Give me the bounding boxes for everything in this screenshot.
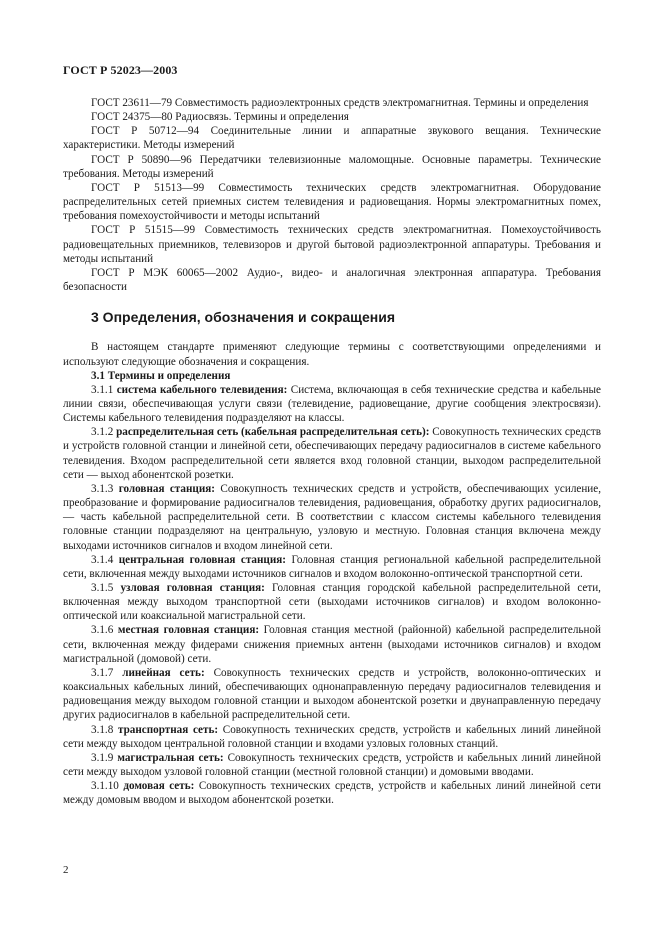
definition-term: местная головная станция: (117, 624, 260, 637)
definition-term: магистральная сеть: (117, 751, 224, 764)
reference-item: ГОСТ Р 51513—99 Совместимость технических средств электромагнитная. Оборудование распределительных сетей приемных систем телевидения и радиовещания. Нормы электромагнитных помех, требования помехоустойчивости и методы испытаний (63, 181, 601, 223)
definition-term: головная станция: (118, 482, 215, 495)
definition-term: узловая головная станция: (120, 582, 265, 594)
reference-item: ГОСТ Р 51515—99 Совместимость технических средств электромагнитная. Помехоустойчивость радиовещательных приемников, телевизоров и другой бытовой радиоэлектронной аппаратуры. Требования и методы испытаний (63, 224, 601, 265)
definition-number: 3.1.8 (91, 723, 114, 736)
definition-item (63, 553, 601, 581)
definition-text: Совокупность технических средств и устройств, волоконно-оптических и коаксиальных кабельных линий, обеспечивающих однонаправленную передачу радиосигналов телевидения и радиовещания между выходом головной станции и выходом абонентской розетки и двунаправленную передачу других радиосигналов в кабельной распределительной сети. (63, 666, 601, 722)
definition-number: 3.1.3 (91, 482, 114, 495)
definition-number: 3.1.2 (91, 426, 114, 439)
definition-item (63, 779, 601, 807)
definition-number: 3.1.1 (91, 383, 114, 396)
definition-term: система кабельного телевидения: (116, 383, 288, 396)
definition-term: распределительная сеть (кабельная распределительная сеть): (116, 426, 430, 439)
reference-item: ГОСТ Р 50712—94 Соединительные линии и аппаратные звукового вещания. Технические характеристики. Методы измерений (63, 125, 601, 152)
definitions-list (63, 383, 601, 808)
definition-item (63, 723, 601, 751)
definition-item (63, 581, 601, 623)
definition-text: Система, включающая в себя технические средства и кабельные линии связи, обеспечивающая услуги связи (телевидение, радиовещание, другие сообщения электросвязи). Системы кабельного телевидения подразделяют на классы. (63, 383, 601, 425)
definition-text: Головная станция региональной кабельной распределительной сети, включенная между выходами источников сигналов и входом волоконно-оптической транспортной сети. (63, 553, 601, 580)
definition-number: 3.1.5 (91, 582, 114, 594)
definition-term: транспортная сеть: (118, 723, 219, 736)
document-code-header: ГОСТ Р 52023—2003 (63, 63, 178, 77)
subsection-heading: 3.1 Термины и определения (91, 369, 231, 382)
definition-number: 3.1.4 (91, 553, 114, 566)
definition-item (63, 482, 601, 553)
definition-text: Совокупность технических средств, устройств и кабельных линий линейной сети между домовым вводом и выходом абонентской розетки. (63, 780, 601, 807)
definition-term: домовая сеть: (123, 780, 195, 793)
definition-number: 3.1.9 (91, 751, 114, 764)
definition-item (63, 383, 601, 425)
definition-term: центральная головная станция: (118, 553, 286, 566)
definition-item (63, 666, 601, 723)
definition-text: Совокупность технических средств, устройств и кабельных линий линейной сети между выходом узловой головной станции (местной головной станции) и домовыми вводами. (63, 751, 601, 779)
definition-number: 3.1.6 (91, 624, 114, 637)
definition-number: 3.1.10 (91, 780, 119, 793)
normative-references-list (63, 96, 601, 294)
definition-text: Головная станция городской кабельной распределительной сети, включенная между выходом транспортной сети (выходами источников сигналов) и входом волоконно-оптической или коаксиальной магистральной сети. (63, 582, 601, 623)
definition-text: Головная станция местной (районной) кабельной распределительной сети, включенная между фидерами снижения приемных антенн (выходами источников сигналов) и входом магистральной (домовой) сети. (63, 624, 601, 665)
definition-item (63, 751, 601, 779)
definition-term: линейная сеть: (122, 666, 205, 679)
definition-text: Совокупность технических средств и устройств головной станции и линейной сети, обеспечивающих передачу радиосигналов в системе кабельного телевидения. Входом распределительной сети является вход головной станции, выходом распределительной сети — выход абонентской розетки. (63, 426, 601, 481)
reference-item: ГОСТ Р 50890—96 Передатчики телевизионные маломощные. Основные параметры. Технические требования. Методы измерений (63, 153, 601, 180)
reference-item: ГОСТ 24375—80 Радиосвязь. Термины и определения (91, 111, 349, 124)
reference-item: ГОСТ Р МЭК 60065—2002 Аудио-, видео- и аналогичная электронная аппаратура. Требования безопасности (63, 266, 601, 294)
definition-item (63, 623, 601, 665)
page-body (63, 96, 601, 808)
definition-text: Совокупность технических средств, устройств и кабельных линий линейной сети между выходом центральной головной станции и входами узловых головных станций. (63, 723, 601, 750)
section-intro: В настоящем стандарте применяют следующие термины с соответствующими определениями и используют следующие обозначения и сокращения. (63, 341, 601, 368)
definition-item (63, 425, 601, 482)
section-heading: 3 Определения, обозначения и сокращения (91, 309, 396, 326)
page-number: 2 (63, 864, 69, 876)
definition-number: 3.1.7 (91, 666, 114, 679)
definition-text: Совокупность технических средств и устройств, обеспечивающих усиление, преобразование и формирование радиосигналов телевидения, радиовещания, обработку других радиосигналов, — часть кабельной распределительной сети. В соответствии с классом системы кабельного телевидения головные станции подразделяют на центральную, узловую и местную. Головная станция включена между выходами источников сигналов и входом линейной сети. (63, 482, 601, 552)
reference-item: ГОСТ 23611—79 Совместимость радиоэлектронных средств электромагнитная. Термины и определения (91, 97, 589, 109)
